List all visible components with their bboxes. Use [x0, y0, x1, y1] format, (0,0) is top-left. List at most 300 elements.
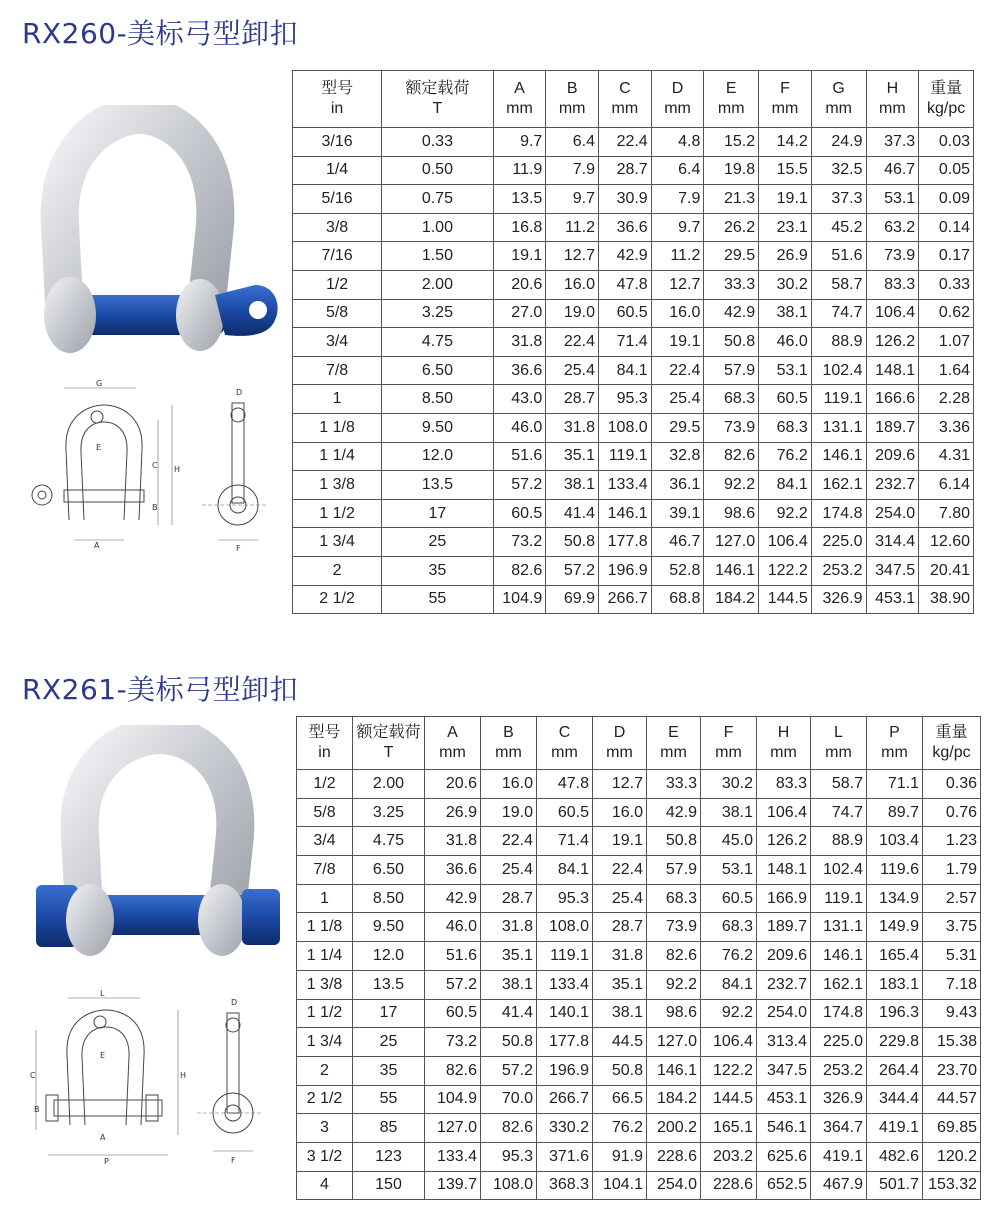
section-title-rx261: RX261-美标弓型卸扣 — [22, 673, 299, 706]
table-cell: 41.4 — [546, 499, 599, 528]
table-cell: 42.9 — [704, 299, 759, 328]
table-cell: 28.7 — [593, 913, 647, 942]
table-cell: 150 — [353, 1171, 425, 1200]
table-cell: 19.1 — [651, 328, 704, 357]
table-row — [297, 913, 981, 942]
table-cell: 35 — [353, 1056, 425, 1085]
dim-label-d: D — [231, 998, 238, 1007]
table-cell: 122.2 — [759, 556, 812, 585]
table-cell: 119.1 — [811, 884, 867, 913]
table-cell: 84.1 — [537, 856, 593, 885]
table-cell: 368.3 — [537, 1171, 593, 1200]
table-cell: 12.60 — [919, 528, 974, 557]
table-cell: 58.7 — [811, 270, 866, 299]
table-cell: 232.7 — [757, 970, 811, 999]
table-cell: 162.1 — [811, 471, 866, 500]
table-cell: 102.4 — [811, 856, 867, 885]
table-cell: 1 3/8 — [297, 970, 353, 999]
table-cell: 26.9 — [759, 242, 812, 271]
table-cell: 22.4 — [546, 328, 599, 357]
table-cell: 144.5 — [759, 585, 812, 614]
table-cell: 36.1 — [651, 471, 704, 500]
table-cell: 0.62 — [919, 299, 974, 328]
table-cell: 419.1 — [867, 1114, 923, 1143]
table-cell: 3/4 — [293, 328, 382, 357]
table-cell: 0.36 — [923, 770, 981, 799]
table-cell: 53.1 — [701, 856, 757, 885]
table-cell: 60.5 — [759, 385, 812, 414]
column-header-unit: mm — [664, 100, 691, 117]
column-header-label: C — [619, 80, 631, 97]
table-cell: 82.6 — [647, 942, 701, 971]
table-cell: 165.4 — [867, 942, 923, 971]
table-cell: 74.7 — [811, 299, 866, 328]
table-cell: 25.4 — [651, 385, 704, 414]
table-cell: 266.7 — [599, 585, 652, 614]
table-cell: 254.0 — [866, 499, 919, 528]
table-cell: 1.50 — [382, 242, 493, 271]
table-cell: 148.1 — [757, 856, 811, 885]
table-cell: 119.1 — [537, 942, 593, 971]
column-header-unit: mm — [551, 744, 578, 761]
column-header — [297, 717, 353, 770]
table-cell: 17 — [353, 999, 425, 1028]
table-cell: 1 1/8 — [293, 413, 382, 442]
table-cell: 266.7 — [537, 1085, 593, 1114]
table-row — [293, 499, 974, 528]
table-cell: 228.6 — [647, 1142, 701, 1171]
table-row — [293, 270, 974, 299]
section-title-rx260: RX260-美标弓型卸扣 — [22, 17, 299, 50]
table-cell: 1 3/4 — [293, 528, 382, 557]
table-cell: 38.90 — [919, 585, 974, 614]
dim-label-b: B — [34, 1105, 40, 1114]
table-row — [297, 1085, 981, 1114]
table-row — [297, 1056, 981, 1085]
table-cell: 119.1 — [811, 385, 866, 414]
table-cell: 1 1/2 — [297, 999, 353, 1028]
table-cell: 1 — [297, 884, 353, 913]
table-cell: 6.4 — [651, 156, 704, 185]
table-cell: 144.5 — [701, 1085, 757, 1114]
dim-label-p: P — [104, 1157, 109, 1165]
table-cell: 22.4 — [593, 856, 647, 885]
table-cell: 50.8 — [481, 1028, 537, 1057]
table-cell: 652.5 — [757, 1171, 811, 1200]
column-header-unit: in — [330, 100, 344, 117]
dim-label-h: H — [174, 465, 181, 474]
table-cell: 3.75 — [923, 913, 981, 942]
table-cell: 0.33 — [382, 128, 493, 157]
table-row — [293, 328, 974, 357]
column-header — [866, 71, 919, 128]
dim-label-e: E — [96, 443, 102, 452]
table-cell: 0.14 — [919, 213, 974, 242]
table-cell: 253.2 — [811, 556, 866, 585]
column-header-unit: T — [383, 744, 394, 761]
column-header — [599, 71, 652, 128]
table-cell: 165.1 — [701, 1114, 757, 1143]
table-cell: 5/8 — [293, 299, 382, 328]
table-cell: 9.7 — [493, 128, 546, 157]
dim-label-l: L — [100, 990, 105, 998]
table-cell: 57.2 — [546, 556, 599, 585]
table-cell: 2.28 — [919, 385, 974, 414]
table-cell: 35 — [382, 556, 493, 585]
table-row — [297, 999, 981, 1028]
table-cell: 60.5 — [425, 999, 481, 1028]
table-cell: 1 1/2 — [293, 499, 382, 528]
table-cell: 3.25 — [353, 798, 425, 827]
table-cell: 68.8 — [651, 585, 704, 614]
table-cell: 6.4 — [546, 128, 599, 157]
table-row — [293, 242, 974, 271]
table-cell: 37.3 — [866, 128, 919, 157]
table-cell: 88.9 — [811, 827, 867, 856]
table-cell: 82.6 — [493, 556, 546, 585]
table-cell: 126.2 — [757, 827, 811, 856]
table-row — [297, 798, 981, 827]
dim-label-h: H — [180, 1071, 187, 1080]
column-header — [701, 717, 757, 770]
column-header — [811, 717, 867, 770]
table-cell: 74.7 — [811, 798, 867, 827]
table-header-row — [297, 717, 981, 770]
column-header — [481, 717, 537, 770]
table-cell: 0.33 — [919, 270, 974, 299]
table-cell: 50.8 — [647, 827, 701, 856]
table-cell: 8.50 — [382, 385, 493, 414]
table-cell: 2 — [297, 1056, 353, 1085]
column-header-unit: mm — [495, 744, 522, 761]
table-cell: 20.41 — [919, 556, 974, 585]
table-cell: 174.8 — [811, 499, 866, 528]
table-cell: 95.3 — [537, 884, 593, 913]
table-row — [293, 385, 974, 414]
table-cell: 0.17 — [919, 242, 974, 271]
column-header-unit: mm — [660, 744, 687, 761]
column-header-label: E — [725, 80, 737, 97]
table-row — [293, 442, 974, 471]
column-header-label: P — [889, 724, 900, 741]
column-header-label: B — [503, 724, 514, 741]
column-header-unit: mm — [715, 744, 742, 761]
table-cell: 36.6 — [425, 856, 481, 885]
table-cell: 106.4 — [701, 1028, 757, 1057]
table-cell: 2.57 — [923, 884, 981, 913]
table-cell: 19.8 — [704, 156, 759, 185]
table-cell: 1 — [293, 385, 382, 414]
table-cell: 0.76 — [923, 798, 981, 827]
table-cell: 19.1 — [759, 185, 812, 214]
table-cell: 314.4 — [866, 528, 919, 557]
table-cell: 253.2 — [811, 1056, 867, 1085]
table-cell: 26.2 — [704, 213, 759, 242]
table-cell: 32.8 — [651, 442, 704, 471]
table-cell: 126.2 — [866, 328, 919, 357]
column-header-label: 重量 — [935, 724, 968, 741]
column-header-label: E — [668, 724, 679, 741]
table-cell: 16.0 — [593, 798, 647, 827]
table-cell: 0.09 — [919, 185, 974, 214]
table-cell: 131.1 — [811, 413, 866, 442]
table-cell: 196.3 — [867, 999, 923, 1028]
column-header-unit: T — [432, 100, 443, 117]
column-header — [425, 717, 481, 770]
column-header-unit: mm — [717, 100, 745, 117]
column-header — [353, 717, 425, 770]
column-header — [759, 71, 812, 128]
table-cell: 1/4 — [293, 156, 382, 185]
table-cell: 19.1 — [593, 827, 647, 856]
table-cell: 25 — [382, 528, 493, 557]
table-cell: 119.6 — [867, 856, 923, 885]
table-cell: 76.2 — [701, 942, 757, 971]
table-cell: 2.00 — [382, 270, 493, 299]
table-cell: 120.2 — [923, 1142, 981, 1171]
table-cell: 85 — [353, 1114, 425, 1143]
table-cell: 45.2 — [811, 213, 866, 242]
table-cell: 17 — [382, 499, 493, 528]
column-header-label: 型号 — [308, 724, 341, 741]
table-cell: 16.0 — [546, 270, 599, 299]
table-cell: 1.00 — [382, 213, 493, 242]
table-cell: 69.9 — [546, 585, 599, 614]
table-cell: 347.5 — [866, 556, 919, 585]
table-cell: 3 — [297, 1114, 353, 1143]
table-cell: 19.1 — [493, 242, 546, 271]
column-header-label: F — [723, 724, 734, 741]
table-cell: 4.75 — [382, 328, 493, 357]
table-cell: 12.7 — [546, 242, 599, 271]
table-cell: 122.2 — [701, 1056, 757, 1085]
table-cell: 35.1 — [546, 442, 599, 471]
table-cell: 68.3 — [701, 913, 757, 942]
table-cell: 84.1 — [759, 471, 812, 500]
table-cell: 453.1 — [757, 1085, 811, 1114]
table-cell: 127.0 — [647, 1028, 701, 1057]
table-cell: 625.6 — [757, 1142, 811, 1171]
table-cell: 6.50 — [382, 356, 493, 385]
table-cell: 2 — [293, 556, 382, 585]
table-cell: 58.7 — [811, 770, 867, 799]
table-cell: 326.9 — [811, 585, 866, 614]
table-cell: 47.8 — [537, 770, 593, 799]
table-cell: 133.4 — [425, 1142, 481, 1171]
table-cell: 4 — [297, 1171, 353, 1200]
dim-label-c: C — [30, 1071, 36, 1080]
table-row — [293, 556, 974, 585]
column-header-unit: mm — [770, 744, 797, 761]
table-cell: 330.2 — [537, 1114, 593, 1143]
table-cell: 83.3 — [757, 770, 811, 799]
table-cell: 546.1 — [757, 1114, 811, 1143]
table-cell: 1.79 — [923, 856, 981, 885]
table-cell: 225.0 — [811, 528, 866, 557]
table-cell: 57.2 — [493, 471, 546, 500]
column-header-label: G — [832, 80, 845, 97]
dimension-diagram-rx260 — [24, 380, 184, 550]
table-row — [293, 299, 974, 328]
table-cell: 0.75 — [382, 185, 493, 214]
table-cell: 16.8 — [493, 213, 546, 242]
table-cell: 229.8 — [867, 1028, 923, 1057]
table-cell: 19.0 — [546, 299, 599, 328]
table-row — [297, 884, 981, 913]
table-cell: 1.23 — [923, 827, 981, 856]
column-header-label: B — [566, 80, 578, 97]
table-cell: 32.5 — [811, 156, 866, 185]
table-cell: 92.2 — [759, 499, 812, 528]
table-cell: 127.0 — [704, 528, 759, 557]
table-cell: 20.6 — [425, 770, 481, 799]
column-header-unit: mm — [439, 744, 466, 761]
table-cell: 11.2 — [546, 213, 599, 242]
table-cell: 31.8 — [425, 827, 481, 856]
table-cell: 467.9 — [811, 1171, 867, 1200]
column-header — [923, 717, 981, 770]
table-cell: 1/2 — [293, 270, 382, 299]
table-cell: 146.1 — [647, 1056, 701, 1085]
table-cell: 46.0 — [493, 413, 546, 442]
table-cell: 1/2 — [297, 770, 353, 799]
table-row — [293, 585, 974, 614]
table-cell: 76.2 — [593, 1114, 647, 1143]
table-cell: 13.5 — [382, 471, 493, 500]
table-cell: 21.3 — [704, 185, 759, 214]
table-cell: 45.0 — [701, 827, 757, 856]
table-cell: 0.03 — [919, 128, 974, 157]
table-cell: 7.9 — [651, 185, 704, 214]
table-cell: 20.6 — [493, 270, 546, 299]
table-cell: 3/8 — [293, 213, 382, 242]
table-cell: 31.8 — [481, 913, 537, 942]
table-cell: 4.31 — [919, 442, 974, 471]
spec-table-rx260 — [292, 70, 974, 614]
table-cell: 7/8 — [297, 856, 353, 885]
table-cell: 2 1/2 — [293, 585, 382, 614]
table-cell: 3.36 — [919, 413, 974, 442]
table-cell: 131.1 — [811, 913, 867, 942]
table-cell: 15.2 — [704, 128, 759, 157]
column-header-label: A — [447, 724, 458, 741]
column-header-unit: mm — [881, 744, 908, 761]
table-cell: 419.1 — [811, 1142, 867, 1171]
table-cell: 1.07 — [919, 328, 974, 357]
column-header — [651, 71, 704, 128]
column-header-unit: mm — [611, 100, 639, 117]
table-cell: 7.9 — [546, 156, 599, 185]
table-cell: 1 3/4 — [297, 1028, 353, 1057]
table-cell: 16.0 — [481, 770, 537, 799]
table-cell: 57.2 — [425, 970, 481, 999]
table-cell: 11.2 — [651, 242, 704, 271]
table-cell: 102.4 — [811, 356, 866, 385]
shackle-photo-rx260 — [20, 105, 280, 375]
table-cell: 53.1 — [866, 185, 919, 214]
table-cell: 146.1 — [704, 556, 759, 585]
table-cell: 0.05 — [919, 156, 974, 185]
dim-label-f: F — [231, 1156, 236, 1165]
table-cell: 26.9 — [425, 798, 481, 827]
table-cell: 68.3 — [704, 385, 759, 414]
column-header — [867, 717, 923, 770]
table-cell: 69.85 — [923, 1114, 981, 1143]
table-cell: 37.3 — [811, 185, 866, 214]
table-cell: 60.5 — [701, 884, 757, 913]
column-header-label: 额定载荷 — [405, 80, 470, 97]
table-cell: 104.1 — [593, 1171, 647, 1200]
table-cell: 46.7 — [866, 156, 919, 185]
table-cell: 46.0 — [425, 913, 481, 942]
table-cell: 166.9 — [757, 884, 811, 913]
table-cell: 22.4 — [651, 356, 704, 385]
column-header — [647, 717, 701, 770]
column-header — [382, 71, 493, 128]
table-row — [297, 856, 981, 885]
table-cell: 189.7 — [757, 913, 811, 942]
table-cell: 371.6 — [537, 1142, 593, 1171]
table-cell: 200.2 — [647, 1114, 701, 1143]
column-header-unit: mm — [825, 100, 852, 117]
table-cell: 50.8 — [546, 528, 599, 557]
table-cell: 23.1 — [759, 213, 812, 242]
table-cell: 4.8 — [651, 128, 704, 157]
table-cell: 15.38 — [923, 1028, 981, 1057]
table-cell: 146.1 — [811, 442, 866, 471]
table-cell: 108.0 — [537, 913, 593, 942]
table-cell: 89.7 — [867, 798, 923, 827]
table-cell: 51.6 — [425, 942, 481, 971]
table-row — [293, 413, 974, 442]
table-cell: 5.31 — [923, 942, 981, 971]
table-cell: 73.2 — [425, 1028, 481, 1057]
table-cell: 7.18 — [923, 970, 981, 999]
shackle-photo-rx261 — [30, 725, 290, 985]
column-header — [704, 71, 759, 128]
table-cell: 44.57 — [923, 1085, 981, 1114]
table-row — [293, 356, 974, 385]
table-cell: 134.9 — [867, 884, 923, 913]
table-cell: 12.0 — [382, 442, 493, 471]
table-cell: 53.1 — [759, 356, 812, 385]
column-header-label: C — [558, 724, 571, 741]
table-cell: 7/16 — [293, 242, 382, 271]
table-cell: 22.4 — [481, 827, 537, 856]
table-cell: 88.9 — [811, 328, 866, 357]
table-cell: 501.7 — [867, 1171, 923, 1200]
table-cell: 12.7 — [593, 770, 647, 799]
table-cell: 9.50 — [382, 413, 493, 442]
side-diagram-rx260 — [200, 385, 270, 555]
table-cell: 482.6 — [867, 1142, 923, 1171]
table-cell: 50.8 — [593, 1056, 647, 1085]
table-cell: 39.1 — [651, 499, 704, 528]
table-cell: 2 1/2 — [297, 1085, 353, 1114]
table-cell: 5/8 — [297, 798, 353, 827]
column-header — [493, 71, 546, 128]
table-cell: 11.9 — [493, 156, 546, 185]
table-cell: 38.1 — [701, 798, 757, 827]
table-cell: 177.8 — [537, 1028, 593, 1057]
column-header-label: D — [671, 80, 684, 97]
table-cell: 98.6 — [647, 999, 701, 1028]
table-cell: 146.1 — [599, 499, 652, 528]
table-cell: 7/8 — [293, 356, 382, 385]
table-cell: 326.9 — [811, 1085, 867, 1114]
table-cell: 55 — [382, 585, 493, 614]
column-header-unit: kg/pc — [932, 744, 971, 761]
